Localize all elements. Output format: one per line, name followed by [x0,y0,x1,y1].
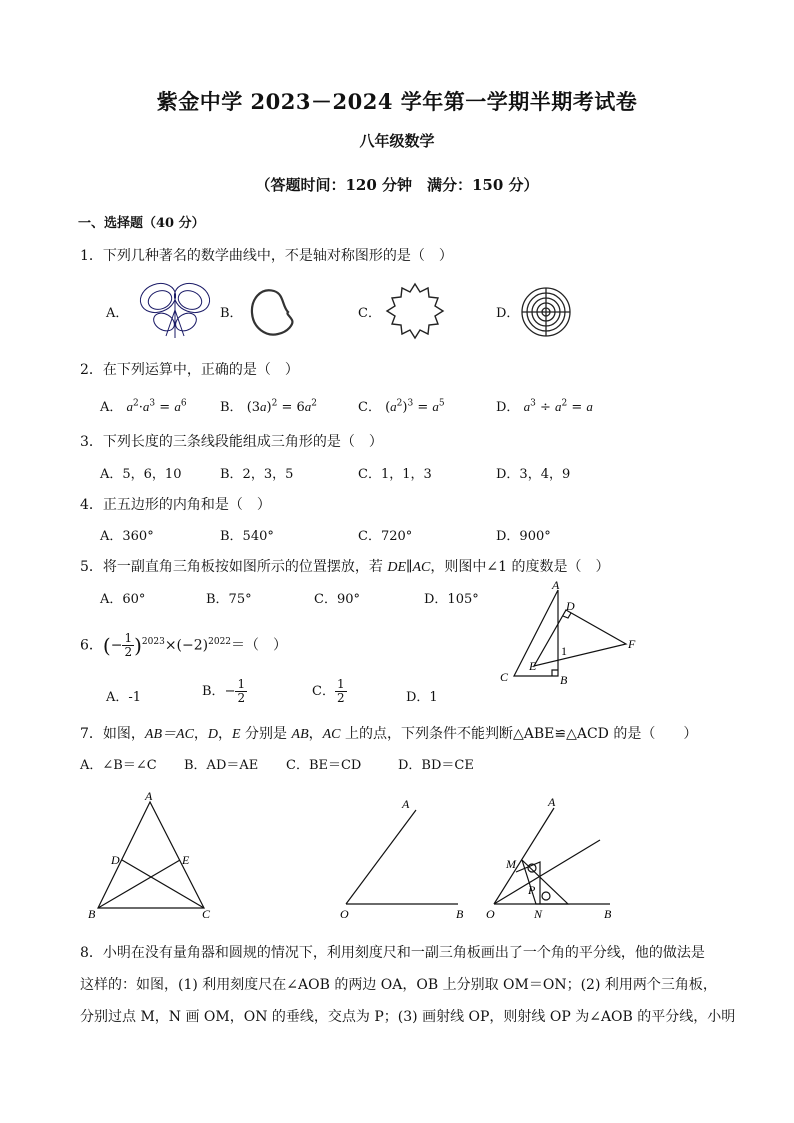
q7-option-d: D．BD＝CE [398,758,474,773]
q2-option-b: B． $(3a)^2 = 6a^2$ [220,398,318,415]
q2-option-c: C． $(a^2)^3 = a^5$ [358,398,445,415]
question-8-line-3: 分别过点 M，N 画 OM，ON 的垂线，交点为 P；(3) 画射线 OP，则射线 OP 为∠AOB 的平分线，小明 [80,1009,736,1025]
q8-bisector-figure [480,790,630,922]
q6-option-c: C． $\frac{1}{2}$ [312,677,345,705]
label-c: C [202,907,211,921]
q3-option-b: B．2，3，5 [220,467,294,482]
exam-subtitle: 八年级数学 [359,132,435,150]
label-a: A [402,797,410,811]
q7-option-c: C．BE＝CD [286,758,362,773]
q5-triangle-figure [494,580,644,688]
label-o: O [486,907,495,921]
question-7-stem: 7．如图，AB＝AC，D，E 分别是 AB，AC 上的点，下列条件不能判断△ABE≌△ACD 的是（ ） [80,726,698,742]
q5-option-a: A．60° [100,592,146,607]
label-b: B [560,673,568,687]
cardioid-figure [248,286,302,340]
q1-option-c: C． [358,306,381,321]
q1-option-d: D． [496,306,520,321]
label-c: C [500,670,509,684]
label-b: B [604,907,612,921]
q7-option-a: A．∠B＝∠C [80,758,157,773]
q6-option-a: A．-1 [106,690,142,705]
q1-option-a: A． [106,306,129,321]
label-a: A [548,795,556,809]
section-heading: 一、选择题（40 分） [78,216,205,231]
q4-option-a: A．360° [100,529,154,544]
label-a: A [145,789,153,803]
q1-option-b: B． [220,306,243,321]
label-m: M [506,857,516,871]
question-6-stem: 6．(− $\frac{1}{2}$ )$^{2023}\times(-2)^{2022}=$（ ） [80,631,288,659]
q2-option-d: D． $a^3 \div a^2 = a$ [496,398,593,415]
q4-option-b: B．540° [220,529,274,544]
q3-option-a: A．5，6，10 [100,467,182,482]
q4-option-c: C．720° [358,529,413,544]
label-e: E [529,659,537,673]
question-4-stem: 4．正五边形的内角和是（ ） [80,497,271,513]
spiral-figure [520,286,572,338]
q3-option-c: C．1，1，3 [358,467,432,482]
q5-option-d: D．105° [424,592,479,607]
exam-title: 紫金中学 2023－2024 学年第一学期半期考试卷 [156,89,638,114]
label-a: A [552,580,560,592]
label-o: O [340,907,349,921]
q2-option-a: A． $a^2\cdot a^3 = a^6$ [100,398,187,415]
label-b: B [456,907,464,921]
label-e: E [182,853,190,867]
question-2-stem: 2．在下列运算中，正确的是（ ） [80,362,299,378]
q7-option-b: B．AD＝AE [184,758,259,773]
q3-option-d: D．3，4，9 [496,467,571,482]
question-8-line-2: 这样的：如图，(1) 利用刻度尺在∠AOB 的两边 OA，OB 上分别取 OM＝ON；(2) 利用两个三角板， [80,977,717,993]
q4-option-d: D．900° [496,529,551,544]
label-angle-1: 1 [561,644,567,658]
question-3-stem: 3．下列长度的三条线段能组成三角形的是（ ） [80,434,383,450]
question-1-stem: 1．下列几种著名的数学曲线中，不是轴对称图形的是（ ） [80,248,453,264]
label-d: D [111,853,120,867]
q8-angle-figure [334,790,484,922]
label-b: B [88,907,96,921]
label-n: N [534,907,543,921]
label-f: F [628,637,636,651]
koch-snowflake-figure [384,282,446,340]
q7-isosceles-figure [84,788,224,922]
butterfly-curve-figure [136,280,214,342]
q6-option-b: B．− $\frac{1}{2}$ [202,677,246,705]
q6-option-d: D．1 [406,690,438,705]
q5-option-c: C．90° [314,592,360,607]
question-5-stem: 5．将一副直角三角板按如图所示的位置摆放，若 DE∥AC，则图中∠1 的度数是（ ） [80,559,610,575]
question-8-line-1: 8．小明在没有量角器和圆规的情况下，利用刻度尺和一副三角板画出了一个角的平分线，他的做法是 [80,945,705,961]
exam-info: （答题时间：120 分钟 满分：150 分） [255,176,539,194]
q5-option-b: B．75° [206,592,252,607]
label-d: D [566,599,575,613]
label-p: P [528,883,536,897]
